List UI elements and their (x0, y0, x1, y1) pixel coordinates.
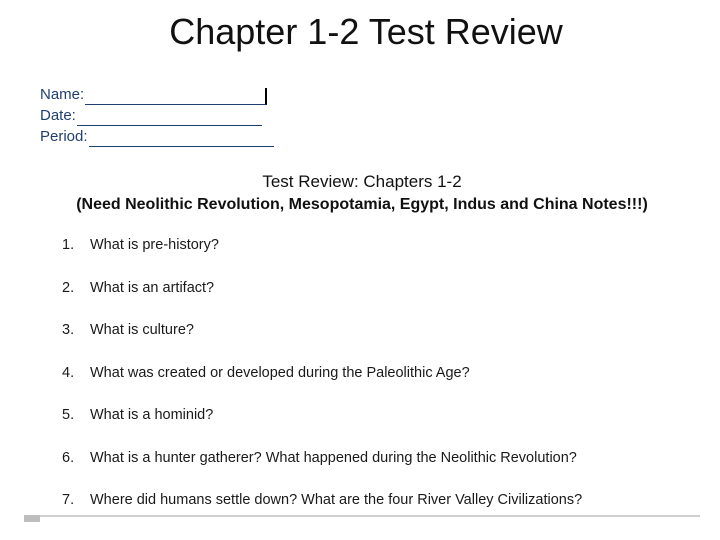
document-page (24, 74, 700, 516)
header-fields (40, 84, 274, 147)
question-item (62, 277, 582, 320)
name-field (40, 84, 274, 105)
question-item (62, 319, 582, 362)
question-text: What is a hunter gatherer? What happened during the Neolithic Revolution? (90, 449, 577, 466)
period-label: Period: (40, 128, 88, 145)
corner-mark (24, 515, 40, 522)
question-item (62, 447, 582, 490)
question-text: What is an artifact? (90, 279, 215, 296)
question-number: 1. (62, 237, 75, 253)
question-text: What is a hominid? (90, 407, 214, 423)
document-subheading: (Need Neolithic Revolution, Mesopotamia, Egypt, Indus and China Notes!!!) (76, 196, 648, 213)
date-label: Date: (40, 107, 76, 124)
question-item (62, 234, 582, 277)
document-bottom-edge (24, 515, 700, 517)
question-number: 4. (62, 364, 75, 381)
question-text: What is culture? (90, 322, 194, 338)
name-label: Name: (40, 86, 85, 103)
question-text: Where did humans settle down? What are the four River Valley Civilizations? (90, 492, 583, 508)
period-blank-line (89, 130, 274, 147)
question-number: 7. (62, 492, 75, 508)
question-text: What is pre-history? (90, 237, 219, 253)
date-blank-line (77, 109, 262, 126)
question-item (62, 362, 582, 405)
question-text: What was created or developed during the Paleolithic Age? (90, 364, 470, 381)
question-number: 3. (62, 322, 75, 338)
question-number: 5. (62, 407, 75, 423)
question-number: 6. (62, 449, 75, 466)
name-blank-line (85, 88, 267, 105)
question-item (62, 404, 582, 447)
period-field (40, 126, 274, 147)
date-field (40, 105, 274, 126)
question-item (62, 489, 582, 532)
question-list (62, 234, 582, 532)
slide-title: Chapter 1-2 Test Review (169, 11, 563, 52)
document-heading: Test Review: Chapters 1-2 (262, 172, 462, 191)
question-number: 2. (62, 279, 75, 296)
